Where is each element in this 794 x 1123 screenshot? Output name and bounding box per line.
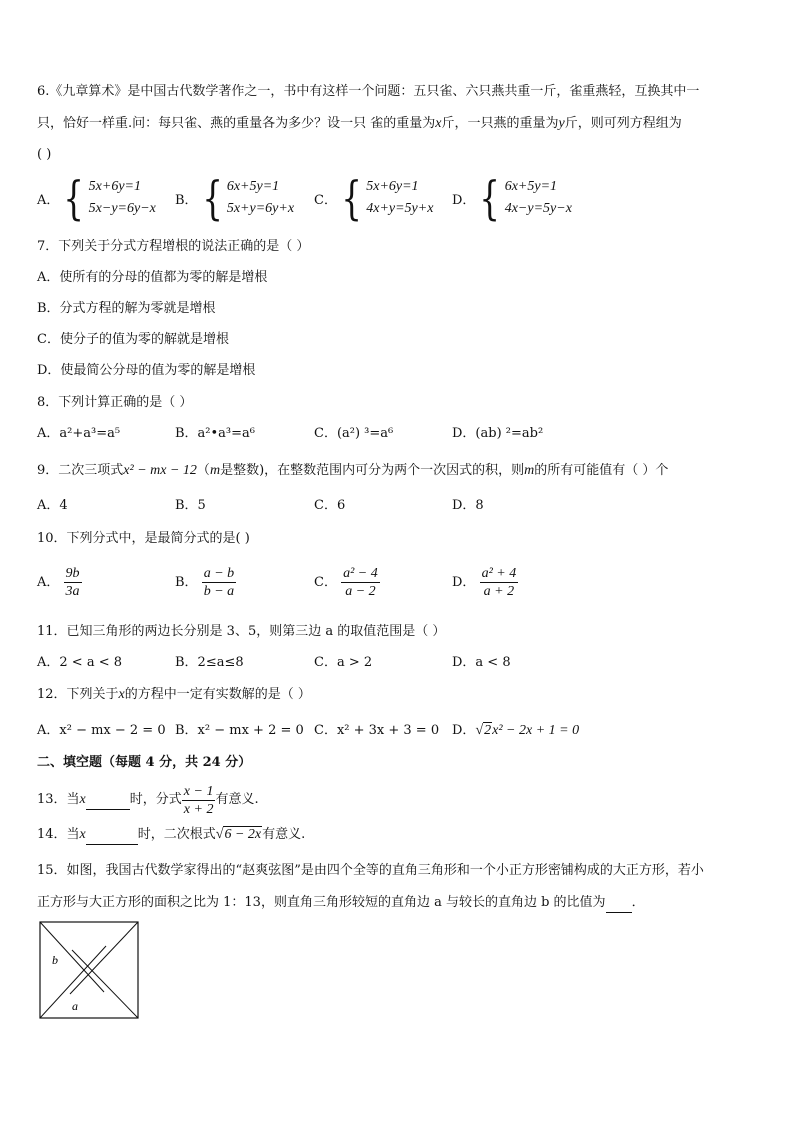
equation: 5x+6y=1 [88, 179, 141, 194]
equation-system [366, 176, 433, 220]
q9-pre: 9．二次三项式 [37, 463, 124, 478]
q9-expression: x² − mx − 12 [123, 463, 197, 478]
q15-line2-text: 正方形与大正方形的面积之比为 1：13，则直角三角形较短的直角边 a 与较长的直角边 b 的比值为 [37, 895, 606, 910]
answer-blank[interactable] [86, 791, 130, 810]
outer-square [40, 922, 138, 1018]
q11-option-b[interactable]: B．2≤a≤8 [175, 655, 244, 670]
option-label: B． [175, 192, 198, 208]
triangle-edge [40, 922, 104, 992]
triangle-edge [72, 950, 138, 1018]
q6-answer-paren: ( ) [37, 147, 52, 162]
q13-pre: 13．当 [37, 792, 80, 807]
option-label: C． [314, 192, 337, 208]
option-label: C． [314, 575, 337, 590]
q9-option-a[interactable]: A．4 [37, 498, 68, 513]
q14-pre: 14．当 [37, 827, 80, 842]
q8-option-b[interactable]: B．a²•a³=a⁶ [175, 426, 255, 441]
brace-icon: { [341, 171, 362, 225]
q14-end: 有意义. [262, 827, 306, 842]
q10-stem: 10．下列分式中，是最简分式的是( ) [37, 531, 250, 546]
equation: 4x+y=5y+x [366, 201, 434, 216]
equation-system [227, 176, 294, 220]
q13-mid: 时，分式 [129, 792, 182, 807]
q6-line1: 6.《九章算术》是中国古代数学著作之一，书中有这样一个问题：五只雀、六只燕共重一斤，雀重燕轻，互换其中一 [37, 84, 700, 99]
q10-option-b[interactable] [175, 565, 236, 600]
q14 [37, 826, 305, 845]
zhao-shuang-diagram [38, 920, 140, 1020]
denominator: 3a [65, 584, 80, 599]
q12-option-b[interactable]: B．x² − mx + 2 = 0 [175, 723, 304, 738]
q9-option-c[interactable]: C．6 [314, 498, 346, 513]
q9-option-b[interactable]: B．5 [175, 498, 206, 513]
q15-line1: 15．如图，我国古代数学家得出的“赵爽弦图”是由四个全等的直角三角形和一个小正方形密铺构成的大正方形，若小 [37, 863, 704, 878]
q6-line2-mid: 斤，一只燕的重量为 [441, 116, 559, 131]
q9-option-d[interactable]: D．8 [452, 498, 484, 513]
denominator: a + 2 [483, 584, 515, 599]
sqrt-expression: √6 − 2x [215, 827, 262, 842]
q6-line2-text: 只，恰好一样重.问：每只雀、燕的重量各为多少？设一只 雀的重量为 [37, 116, 436, 131]
q15-line2-end: ． [631, 895, 645, 910]
q12-option-a[interactable]: A．x² − mx − 2 = 0 [37, 723, 166, 738]
option-label: A． [37, 575, 60, 590]
fraction [202, 565, 236, 600]
q7-option-c[interactable]: C．使分子的值为零的解就是增根 [37, 332, 229, 347]
q10-option-a[interactable] [37, 565, 82, 600]
label-b: b [52, 953, 58, 967]
q6-option-b[interactable] [175, 171, 295, 225]
numerator: a² + 4 [481, 566, 517, 581]
equation: 6x+5y=1 [504, 179, 558, 194]
equation: 6x+5y=1 [226, 179, 280, 194]
q12-pre: 12．下列关于 [37, 687, 119, 702]
q6-option-d[interactable] [452, 171, 572, 225]
var-x: x [118, 687, 125, 702]
q8-stem: 8．下列计算正确的是（ ） [37, 395, 193, 410]
var-x: x [79, 827, 86, 842]
q10-option-c[interactable] [314, 565, 380, 600]
sqrt-expression: √2 [475, 723, 492, 738]
numerator: x − 1 [183, 783, 214, 799]
radicand: 2 [484, 723, 492, 738]
equation-system [505, 176, 572, 220]
q7-option-d[interactable]: D．使最简公分母的值为零的解是增根 [37, 363, 256, 378]
option-label: B． [175, 575, 198, 590]
equation: 5x−y=6y−x [88, 201, 156, 216]
q8-option-a[interactable]: A．a²+a³=a⁵ [37, 426, 121, 441]
denominator: a − 2 [345, 584, 376, 599]
option-label: D． [452, 575, 476, 590]
q7-option-a[interactable]: A．使所有的分母的值都为零的解是增根 [37, 270, 268, 285]
radicand: 6 − 2x [224, 827, 262, 842]
numerator: 9b [65, 566, 80, 581]
fraction [182, 783, 216, 818]
var-x: x [79, 792, 86, 807]
answer-blank[interactable] [606, 894, 632, 913]
q9-end: 的所有可能值有（ ）个 [534, 463, 669, 478]
equation: x² − 2x + 1 = 0 [492, 723, 580, 738]
equation-system [89, 176, 156, 220]
var-m: m [209, 463, 221, 478]
answer-blank[interactable] [86, 826, 138, 845]
var-y: y [558, 116, 565, 131]
q7-stem: 7．下列关于分式方程增根的说法正确的是（ ） [37, 239, 310, 254]
brace-icon: { [201, 171, 223, 225]
numerator: a² − 4 [343, 566, 378, 581]
option-label: D． [452, 723, 476, 738]
q8-option-d[interactable]: D．(ab) ²=ab² [452, 426, 544, 441]
brace-icon: { [479, 171, 501, 225]
q6-option-c[interactable] [314, 171, 434, 225]
q11-stem: 11．已知三角形的两边长分别是 3、5，则第三边 a 的取值范围是（ ） [37, 624, 446, 639]
q13-end: 有意义. [215, 792, 259, 807]
equation: 5x+6y=1 [366, 179, 419, 194]
q11-option-a[interactable]: A．2 < a < 8 [37, 655, 122, 670]
denominator: x + 2 [183, 801, 214, 817]
q12-stem [37, 686, 311, 704]
q6-option-a[interactable] [37, 171, 156, 225]
q8-option-c[interactable]: C．(a²) ³=a⁶ [314, 426, 394, 441]
q9-stem [37, 462, 668, 480]
q7-option-b[interactable]: B．分式方程的解为零就是增根 [37, 301, 216, 316]
fraction [480, 565, 519, 600]
numerator: a − b [203, 566, 235, 581]
q6-line2 [37, 115, 682, 133]
q9-mid: 是整数)，在整数范围内可分为两个一次因式的积，则 [220, 463, 525, 478]
var-m: m [524, 463, 535, 478]
option-label: D． [452, 192, 476, 208]
option-label: A． [37, 192, 60, 208]
q13 [37, 782, 259, 818]
q14-mid: 时，二次根式 [137, 827, 216, 842]
denominator: b − a [203, 584, 235, 599]
q12-option-d[interactable] [452, 722, 579, 740]
brace-icon: { [63, 171, 85, 225]
var-x: x [435, 116, 442, 131]
q12-end: 的方程中一定有实数解的是（ ） [124, 687, 311, 702]
q9-paren: （ [196, 463, 210, 478]
equation: 5x+y=6y+x [226, 201, 295, 216]
q11-option-d[interactable]: D．a < 8 [452, 655, 511, 670]
q15-line2 [37, 894, 645, 913]
q10-option-d[interactable] [452, 565, 518, 600]
fraction [64, 565, 82, 600]
q11-option-c[interactable]: C．a > 2 [314, 655, 373, 670]
section-heading-fill-blank: 二、填空题（每题 4 分，共 24 分） [37, 755, 252, 770]
fraction [341, 565, 380, 600]
label-a: a [72, 999, 78, 1013]
q12-option-c[interactable]: C．x² + 3x + 3 = 0 [314, 723, 440, 738]
q6-line2-end: 斤，则可列方程组为 [564, 116, 682, 131]
equation: 4x−y=5y−x [504, 201, 572, 216]
